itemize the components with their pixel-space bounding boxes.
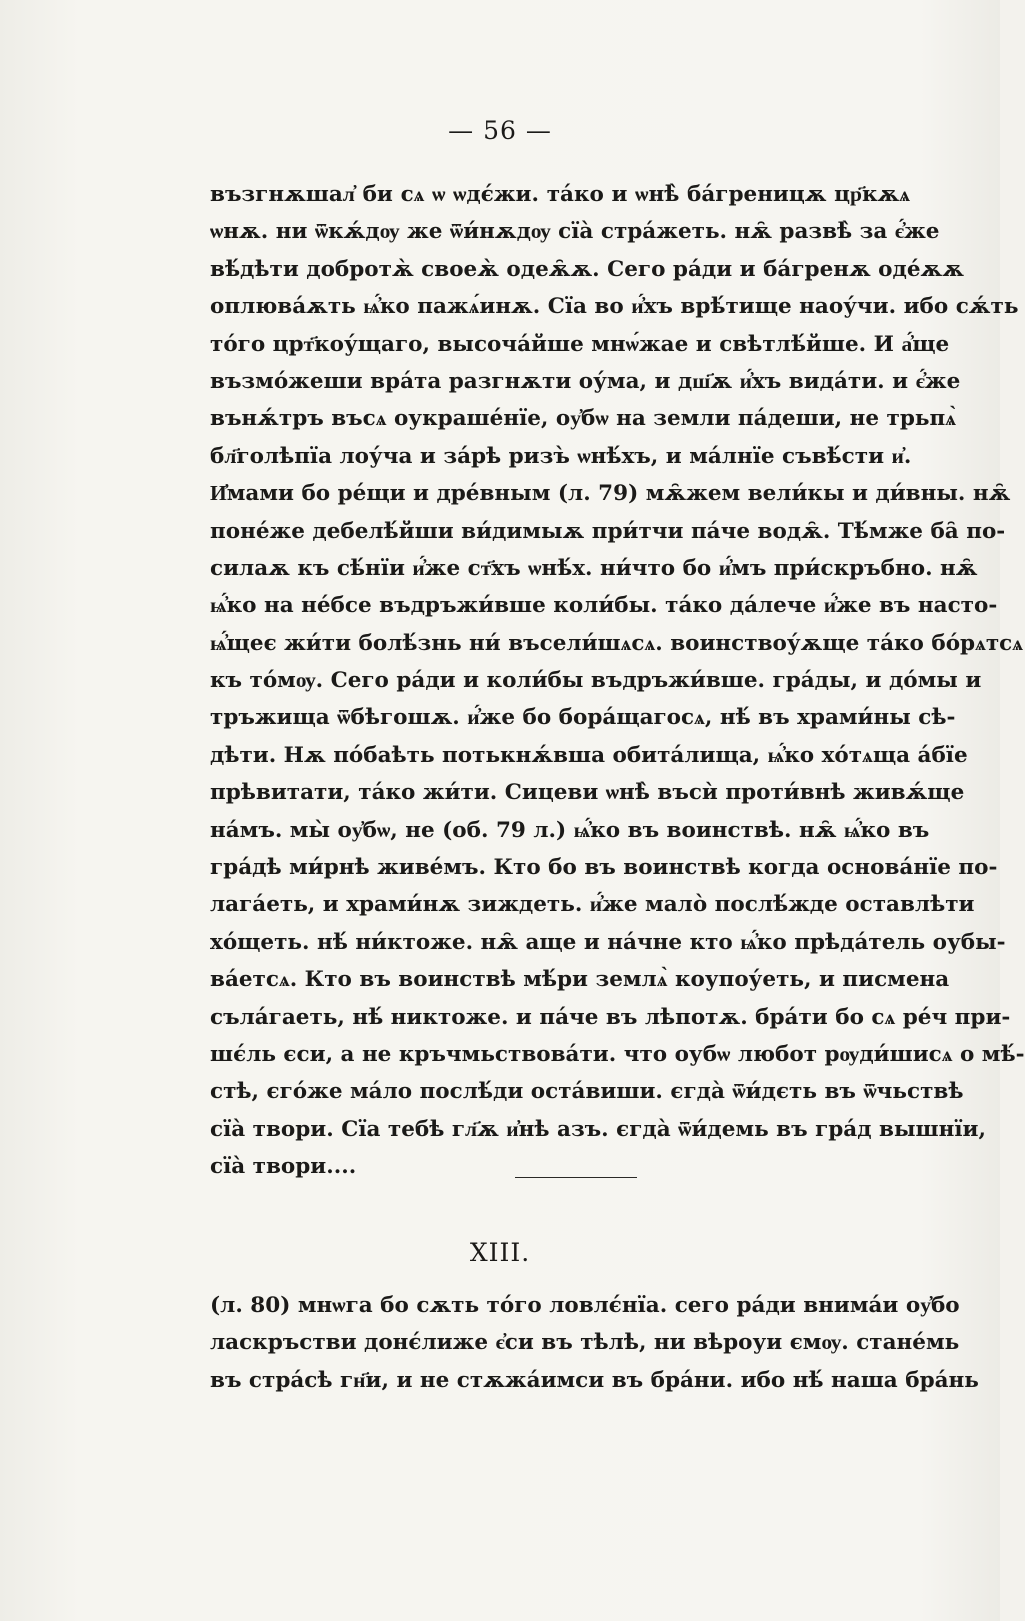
text-line: хо́щеть. нѣ́ ни́ктоже. нѫ̑ аще и на́чне кто ѩ҆́ко прѣда́тель оубы- <box>210 929 1006 955</box>
text-line: поне́же дебелѣ́йши ви́димыѫ при́тчи па́че водѫ̑. Тѣ́мже ба̑ по- <box>210 518 1006 544</box>
section-divider <box>515 1177 637 1178</box>
text-line: ѡнѫ. ни ѿкѫ́дѹ же ѿи́нѫдѹ сїа̀ стра́жеть. нѫ̑ развѣ̀ за є҆́же <box>210 219 940 245</box>
text-line: възмо́жеши вра́та разгнѫти оу́ма, и дш҃ѫ и҆́хъ вида́ти. и є҆́же <box>210 368 961 394</box>
text-line: бл҃голѣпїа лоу́ча и за́рѣ ризъ̀ ѡнѣ́хъ, и ма́лнїе съвѣ́сти и҆. <box>210 443 912 469</box>
text-line: тръжища ѿбѣгошѫ. и҆́же бо бора́щагосѧ, нѣ́ въ храми́ны сѣ- <box>210 705 956 731</box>
text-line: оплюва́ѫть ѩ҆́ко пажѧ́инѫ. Сїа во и҆́хъ врѣ́тище наоу́чи. ибо сѫ́ть <box>210 294 1019 320</box>
text-line: дѣти. Нѫ по́баѣть потькнѫ́вша обита́лища, ѩ҆́ко хо́тѧща а́бїе <box>210 742 968 768</box>
text-line: стѣ, єго́же ма́ло послѣ́ди оста́виши. єгда̀ ѿи́дєть въ ѿчьствѣ <box>210 1079 964 1105</box>
text-line: то́го црт҃коу́щаго, высоча́йше мнѡ́жае и свѣтлѣ́йше. И а҆́ще <box>210 331 950 357</box>
text-line: ва́етсѧ. Кто въ воинствѣ мѣ́ри землѧ̀ коупоу́еть, и писмена <box>210 967 950 993</box>
text-line: вѣ́дѣти добротѫ̀ своеѫ̀ одеѫ̑ѫ. Сего ра́ди и ба́гренѫ оде́ѫѫ <box>210 256 964 282</box>
text-line: гра́дѣ ми́рнѣ живе́мъ. Кто бо въ воинствѣ когда основа́нїе по- <box>210 855 998 881</box>
text-line: сїа̀ твори.... <box>210 1154 357 1180</box>
text-line: И҆мами бо ре́щи и дре́вным (л. 79) мѫ̑жем вели́кы и ди́вны. нѫ̑ <box>210 481 1011 507</box>
text-line: ѩ҆́ко на не́бсе въдръжи́вше коли́бы. та́ко да́лече и҆́же въ насто- <box>210 593 998 619</box>
paragraph-1 <box>210 176 1025 1186</box>
text-line: прѣвитати, та́ко жи́ти. Сицеви ѡнѣ̀ въсѝ проти́внѣ живѫ́ще <box>210 780 965 806</box>
section-heading: XIII. <box>469 1238 531 1267</box>
text-line: съла́гаеть, нѣ́ никтоже. и па́че въ лѣпотѫ. бра́ти бо сѧ ре́ч при- <box>210 1004 1011 1030</box>
text-line: въ стра́сѣ гн҃и, и не стѫжа́имси въ бра́ни. ибо нѣ́ наша бра́нь <box>210 1367 979 1393</box>
text-line: къ то́мѹ. Сего ра́ди и коли́бы въдръжи́вше. гра́ды, и до́мы и <box>210 668 982 694</box>
text-line: силаѫ къ сѣ́нїи и҆́же ст҃хъ ѡнѣ́х. ни́что бо и҆́мъ при́скръбно. нѫ̑ <box>210 555 978 581</box>
text-line: ѩ҆́щеє жи́ти болѣ́знь ни́ въсели́шѧсѧ. воинствоу́ѫще та́ко бо́рѧтсѧ <box>210 630 1023 656</box>
text-line: шє́ль єси, а не кръчмьствова́ти. что оубѡ любот рѹди́шисѧ о мѣ́- <box>210 1041 1025 1067</box>
text-line: ласкръстви донє́лиже є҆си въ тѣлѣ, ни вѣроуи ємѹ. стане́мь <box>210 1330 960 1356</box>
text-line: сїа̀ твори. Сїа тебѣ гл҃ѫ и҆нѣ азъ. єгда̀ ѿи́демь въ гра́д вышнїи, <box>210 1116 986 1142</box>
text-line: вънѫ́тръ въсѧ оукраше́нїе, оу҆бѡ на земли па́деши, не трьпѧ̀ <box>210 406 956 432</box>
page-number: — 56 — <box>448 116 552 145</box>
text-line: на́мъ. мы̀ оу҆бѡ, не (об. 79 л.) ѩ҆́ко въ воинствѣ. нѫ̑ ѩ҆́ко въ <box>210 817 930 843</box>
text-line: възгнѫшал҆ би сѧ ѡ ѡдє́жи. та́ко и ѡнѣ̀ ба́греницѫ цр҃кѫѧ <box>210 182 910 207</box>
text-line: (л. 80) мнѡга бо сѫть то́го ловлє́нїа. сего ра́ди внима́и оу҆бо <box>210 1293 960 1318</box>
paragraph-2 <box>210 1287 979 1399</box>
text-line: лага́еть, и храми́нѫ зиждеть. и҆́же мало̀ послѣ́жде оставлѣти <box>210 892 975 918</box>
